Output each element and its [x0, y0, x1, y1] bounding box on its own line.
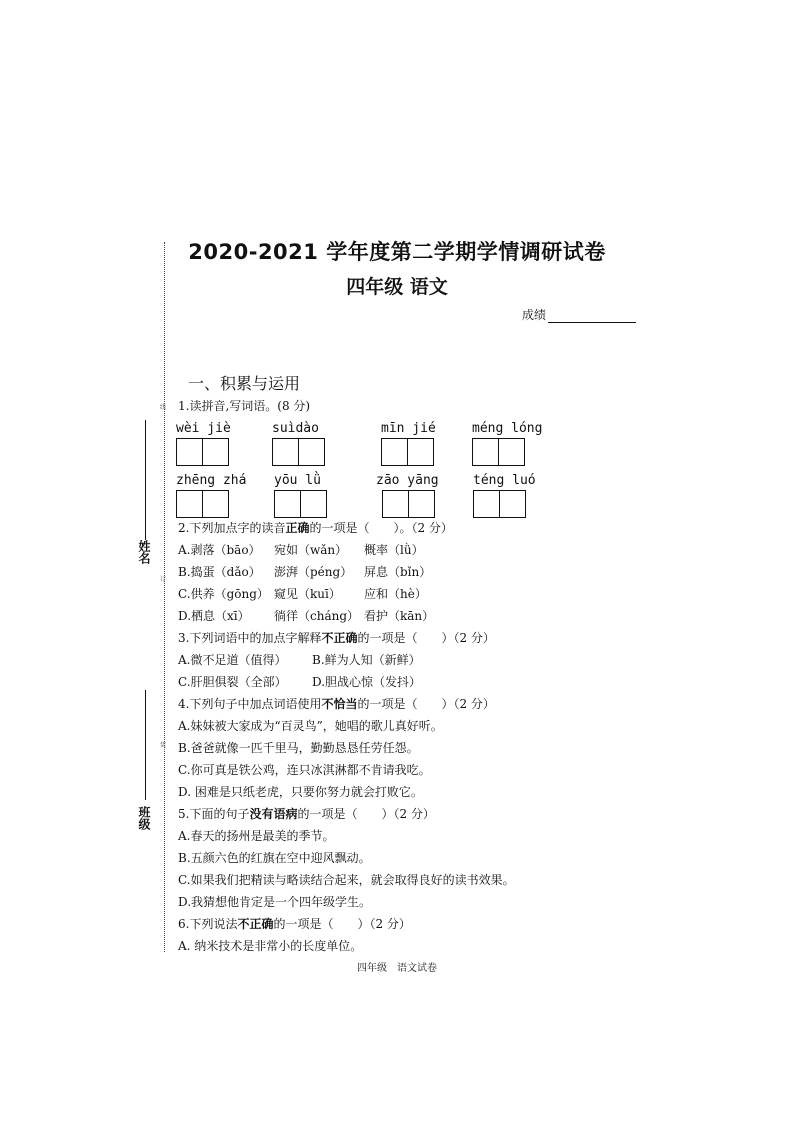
q4-option-c: C.你可真是铁公鸡，连只冰淇淋都不肯请我吃。: [178, 763, 431, 777]
writing-box[interactable]: [382, 490, 409, 518]
q3-emphasis: 不正确: [321, 631, 358, 645]
q4-stem: 4.下列句子中加点词语使用不恰当的一项是（ ）（2 分）: [178, 697, 495, 711]
q5-option-a: A.春天的扬州是最美的季节。: [178, 829, 335, 843]
exam-subtitle: 四年级 语文: [346, 276, 448, 298]
q2-option-d: D.栖息（xī） 徜徉（cháng） 看护（kān）: [178, 609, 435, 623]
score-blank[interactable]: [548, 310, 636, 323]
seal-mark-zhuang: 装: [160, 742, 167, 749]
q1-stem: 1.读拼音,写词语。(8 分): [178, 399, 311, 413]
q5-option-d: D.我猜想他肯定是一个四年级学生。: [178, 895, 372, 909]
writing-box[interactable]: [176, 490, 203, 518]
name-label: 姓名: [137, 540, 151, 564]
name-underline: [145, 420, 146, 540]
writing-box[interactable]: [272, 438, 299, 466]
writing-box[interactable]: [202, 490, 229, 518]
binding-dotted-line: [164, 242, 165, 952]
q2-emphasis: 正确: [285, 521, 310, 535]
writing-box[interactable]: [176, 438, 203, 466]
q2-option-b: B.捣蛋（dǎo） 澎湃（péng） 屏息（bǐn）: [178, 565, 432, 579]
q6-emphasis: 不正确: [237, 917, 274, 931]
writing-box[interactable]: [407, 438, 434, 466]
pinyin-text: téng luó: [473, 473, 536, 488]
score-field[interactable]: [522, 306, 636, 323]
pinyin-text: mīn jié: [381, 421, 436, 436]
q5-emphasis: 没有语病: [249, 807, 298, 821]
q4-option-d: D. 困难是只纸老虎，只要你努力就会打败它。: [178, 785, 423, 799]
q2-option-c: C.供养（gōng） 窥见（kuī） 应和（hè）: [178, 587, 427, 601]
pinyin-item-8: [473, 473, 536, 518]
page-footer: 四年级 语文试卷: [357, 963, 437, 974]
q4-option-a: A.妹妹被大家成为“百灵鸟”，她唱的歌儿真好听。: [178, 719, 443, 733]
seal-mark-ding: 订: [160, 576, 167, 583]
writing-box[interactable]: [408, 490, 435, 518]
writing-box[interactable]: [498, 438, 525, 466]
pinyin-item-4: [472, 421, 542, 466]
pinyin-item-2: [272, 421, 325, 466]
q6-stem: 6.下列说法不正确的一项是（ ）（2 分）: [178, 917, 411, 931]
class-label: 班级: [137, 806, 151, 830]
class-underline: [145, 690, 146, 800]
q3-options-cd: C.肝胆俱裂（全部） D.胆战心惊（发抖）: [178, 675, 422, 689]
q5-stem: 5.下面的句子没有语病的一项是（ ）（2 分）: [178, 807, 435, 821]
pinyin-item-6: [274, 473, 327, 518]
q5-option-c: C.如果我们把精读与略读结合起来，就会取得良好的读书效果。: [178, 873, 515, 887]
pinyin-item-1: [176, 421, 231, 466]
writing-box[interactable]: [473, 490, 500, 518]
writing-box[interactable]: [472, 438, 499, 466]
writing-box[interactable]: [381, 438, 408, 466]
writing-box[interactable]: [499, 490, 526, 518]
writing-box[interactable]: [202, 438, 229, 466]
pinyin-item-5: [176, 473, 246, 518]
pinyin-item-3: [381, 421, 436, 466]
q3-options-ab: A.微不足道（值得） B.鲜为人知（新鲜）: [178, 653, 421, 667]
section-title: 一、积累与运用: [188, 374, 301, 393]
q4-emphasis: 不恰当: [321, 697, 358, 711]
writing-box[interactable]: [300, 490, 327, 518]
exam-title: 2020-2021 学年度第二学期学情调研试卷: [188, 240, 606, 264]
pinyin-item-7: [376, 473, 439, 518]
pinyin-text: wèi jiè: [176, 421, 231, 436]
pinyin-text: suìdào: [272, 421, 319, 436]
writing-box[interactable]: [274, 490, 301, 518]
q5-option-b: B.五颜六色的红旗在空中迎风飘动。: [178, 851, 371, 865]
q2-stem: 2.下列加点字的读音正确的一项是（ ）。（2 分）: [178, 521, 453, 535]
q4-option-b: B.爸爸就像一匹千里马，勤勤恳恳任劳任怨。: [178, 741, 419, 755]
writing-box[interactable]: [298, 438, 325, 466]
seal-mark-xian: 线: [160, 404, 167, 411]
pinyin-text: méng lóng: [472, 421, 543, 436]
q2-option-a: A.剥落（bāo） 宛如（wǎn） 概率（lǜ）: [178, 543, 424, 557]
score-label: 成绩: [522, 308, 547, 322]
pinyin-text: zāo yāng: [376, 473, 439, 488]
pinyin-text: zhēng zhá: [176, 473, 247, 488]
q3-stem: 3.下列词语中的加点字解释不正确的一项是（ ）（2 分）: [178, 631, 495, 645]
pinyin-text: yōu lǜ: [274, 473, 321, 488]
q6-option-a: A. 纳米技术是非常小的长度单位。: [178, 939, 363, 953]
